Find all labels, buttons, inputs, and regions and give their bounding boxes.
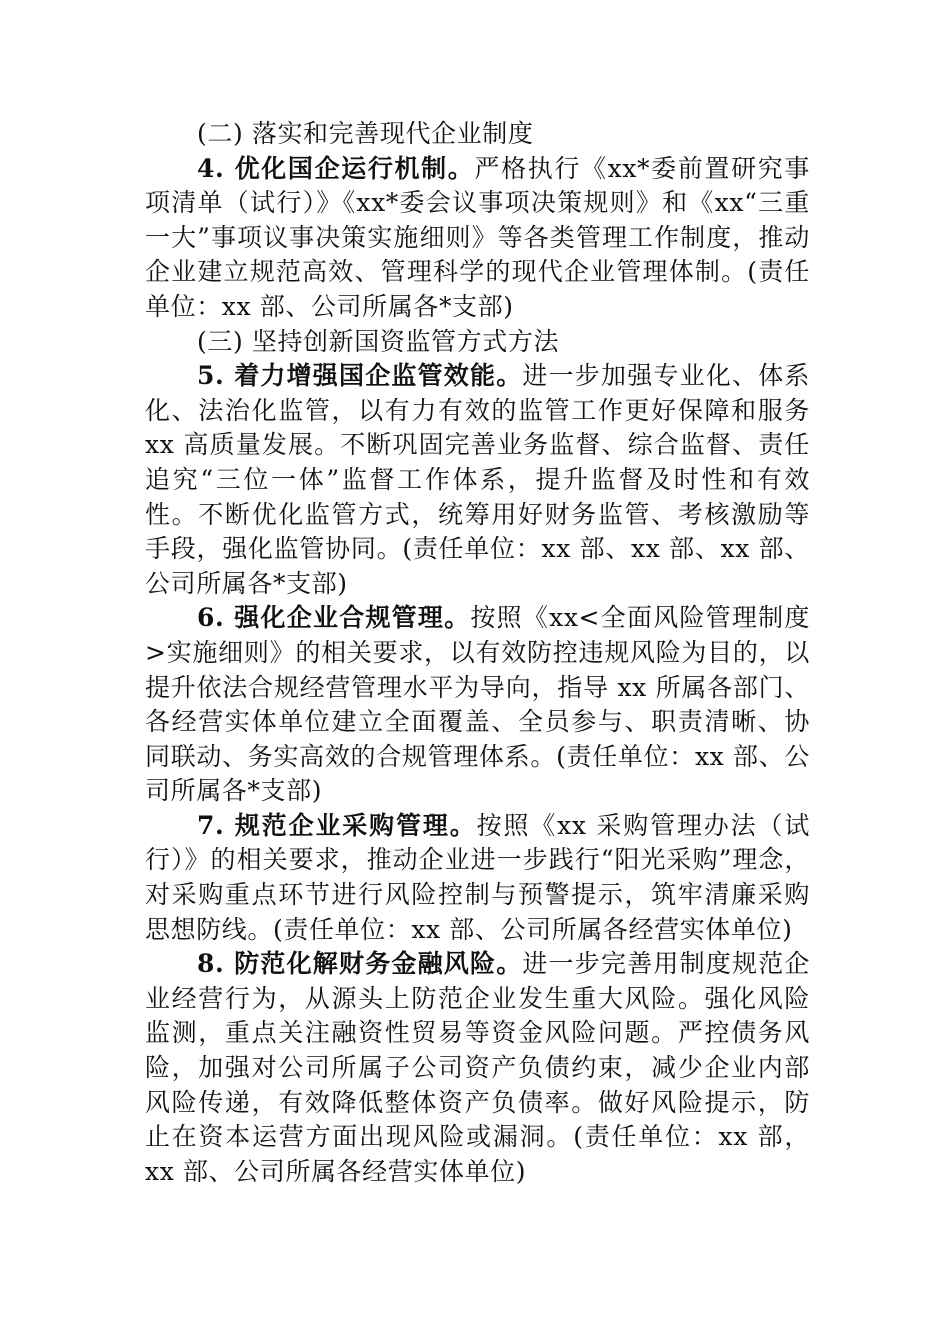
item-8-heading: 8. 防范化解财务金融风险。: [197, 949, 523, 979]
item-5-body: 进一步加强专业化、体系化、法治化监管，以有力有效的监管工作更好保障和服务 xx 高质量发展。不断巩固完善业务监督、综合监督、责任追究“三位一体”监督工作体系，提升监督及时性和有效性。不断优化监管方式，统筹用好财务监管、考核激励等手段，强化监管协同。(责任单位：xx 部、xx 部、xx 部、公司所属各*支部): [145, 361, 811, 598]
item-8-body: 进一步完善用制度规范企业经营行为，从源头上防范企业发生重大风险。强化风险监测，重点关注融资性贸易等资金风险问题。严控债务风险，加强对公司所属子公司资产负债约束，减少企业内部风险传递，有效降低整体资产负债率。做好风险提示，防止在资本运营方面出现风险或漏洞。(责任单位：xx 部，xx 部、公司所属各经营实体单位): [145, 949, 811, 1186]
document-page: [145, 117, 810, 1189]
item-4-body: 严格执行《xx*委前置研究事项清单（试行）》《xx*委会议事项决策规则》和《xx“三重一大”事项议事决策实施细则》等各类管理工作制度，推动企业建立规范高效、管理科学的现代企业管理体制。(责任单位：xx 部、公司所属各*支部): [145, 153, 810, 321]
item-6-paragraph: [145, 601, 810, 809]
item-6-heading: 6. 强化企业合规管理。: [197, 603, 471, 633]
item-7-paragraph: [145, 809, 810, 947]
section-heading-2: (二) 落实和完善现代企业制度: [197, 119, 534, 148]
item-6-body: 按照《xx<全面风险管理制度>实施细则》的相关要求，以有效防控违规风险为目的，以提升依法合规经营管理水平为导向，指导 xx 所属各部门、各经营实体单位建立全面覆盖、全员参与、职责清晰、协同联动、务实高效的合规管理体系。(责任单位：xx 部、公司所属各*支部): [145, 603, 810, 806]
item-5-paragraph: [145, 359, 810, 601]
item-7-body: 按照《xx 采购管理办法（试行）》的相关要求，推动企业进一步践行“阳光采购”理念，对采购重点环节进行风险控制与预警提示，筑牢清廉采购思想防线。(责任单位：xx 部、公司所属各经营实体单位): [145, 810, 810, 944]
item-7-heading: 7. 规范企业采购管理。: [197, 810, 477, 840]
section-heading-3: (三) 坚持创新国资监管方式方法: [197, 326, 560, 356]
item-4-paragraph: [145, 152, 810, 325]
item-5-heading: 5. 着力增强国企监管效能。: [197, 361, 523, 391]
item-4-heading: 4. 优化国企运行机制。: [197, 153, 475, 183]
item-8-paragraph: [145, 947, 810, 1189]
